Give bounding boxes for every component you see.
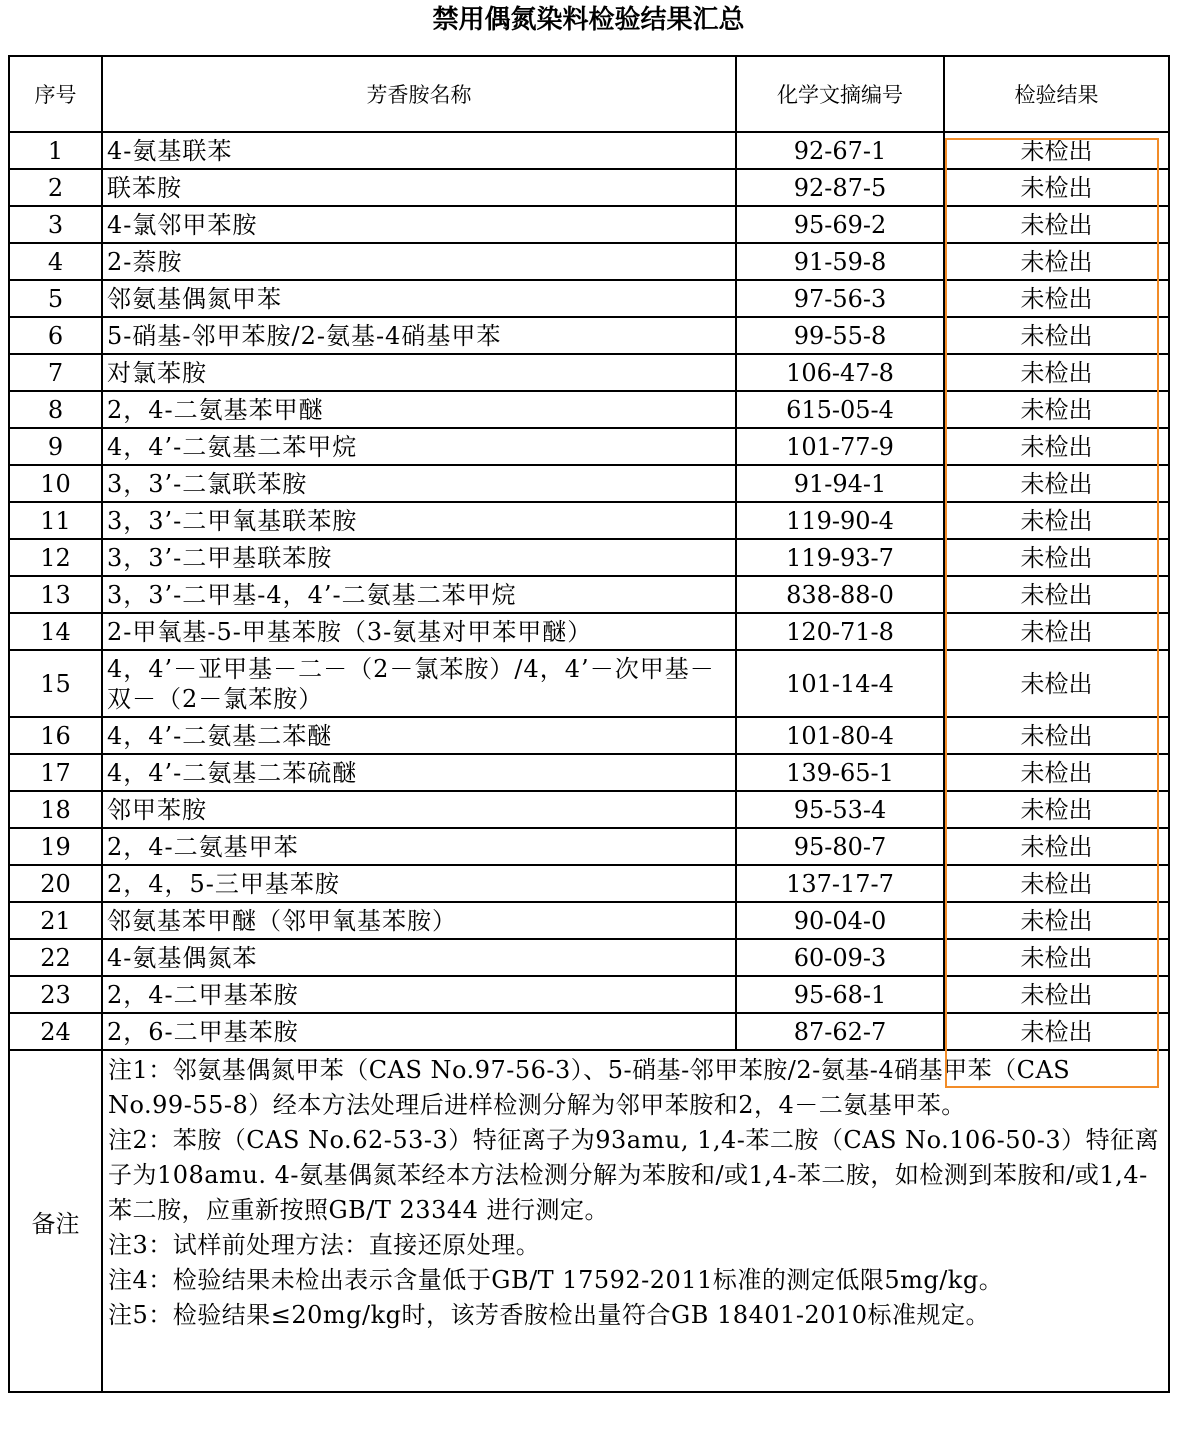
amine-name: 联苯胺	[102, 169, 736, 206]
table-row	[9, 391, 1169, 428]
amine-name: 3，3’-二甲氧基联苯胺	[102, 502, 736, 539]
table-row	[9, 902, 1169, 939]
amine-name: 3，3’-二氯联苯胺	[102, 465, 736, 502]
amine-name: 5-硝基-邻甲苯胺/2-氨基-4硝基甲苯	[102, 317, 736, 354]
table-row	[9, 243, 1169, 280]
row-number: 8	[9, 391, 102, 428]
table-row	[9, 650, 1169, 717]
header-result: 检验结果	[944, 56, 1169, 132]
header-no: 序号	[9, 56, 102, 132]
row-number: 2	[9, 169, 102, 206]
table-row	[9, 539, 1169, 576]
cas-number: 95-69-2	[736, 206, 944, 243]
cas-number: 101-80-4	[736, 717, 944, 754]
note-line: 注5：检验结果≤20mg/kg时，该芳香胺检出量符合GB 18401-2010标准规定。	[108, 1301, 991, 1329]
test-result: 未检出	[944, 791, 1169, 828]
row-number: 12	[9, 539, 102, 576]
amine-name: 3，3’-二甲基-4，4’-二氨基二苯甲烷	[102, 576, 736, 613]
test-result: 未检出	[944, 169, 1169, 206]
amine-name: 2，6-二甲基苯胺	[102, 1013, 736, 1050]
test-result: 未检出	[944, 717, 1169, 754]
table-row	[9, 576, 1169, 613]
header-name: 芳香胺名称	[102, 56, 736, 132]
test-result: 未检出	[944, 865, 1169, 902]
row-number: 6	[9, 317, 102, 354]
row-number: 15	[9, 650, 102, 717]
cas-number: 92-87-5	[736, 169, 944, 206]
cas-number: 120-71-8	[736, 613, 944, 650]
cas-number: 60-09-3	[736, 939, 944, 976]
cas-number: 139-65-1	[736, 754, 944, 791]
cas-number: 615-05-4	[736, 391, 944, 428]
amine-name: 4-氨基偶氮苯	[102, 939, 736, 976]
amine-name: 4，4’-二氨基二苯硫醚	[102, 754, 736, 791]
note-line: 注1：邻氨基偶氮甲苯（CAS No.97-56-3）、5-硝基-邻甲苯胺/2-氨基-4硝基甲苯（CAS No.99-55-8）经本方法处理后进样检测分解为邻甲苯胺和2，4－二氨基甲苯。	[108, 1056, 1071, 1119]
results-table	[8, 55, 1170, 1393]
notes-label: 备注	[9, 1050, 102, 1392]
cas-number: 95-53-4	[736, 791, 944, 828]
row-number: 13	[9, 576, 102, 613]
cas-number: 99-55-8	[736, 317, 944, 354]
test-result: 未检出	[944, 428, 1169, 465]
amine-name: 邻甲苯胺	[102, 791, 736, 828]
row-number: 11	[9, 502, 102, 539]
note-line: 注3：试样前处理方法：直接还原处理。	[108, 1231, 541, 1259]
table-row	[9, 1013, 1169, 1050]
note-line: 注4：检验结果未检出表示含量低于GB/T 17592-2011标准的测定低限5mg/kg。	[108, 1266, 1004, 1294]
test-result: 未检出	[944, 243, 1169, 280]
table-row	[9, 206, 1169, 243]
row-number: 17	[9, 754, 102, 791]
table-row	[9, 169, 1169, 206]
row-number: 24	[9, 1013, 102, 1050]
cas-number: 101-77-9	[736, 428, 944, 465]
amine-name: 4，4’-二氨基二苯醚	[102, 717, 736, 754]
test-result: 未检出	[944, 939, 1169, 976]
test-result: 未检出	[944, 1013, 1169, 1050]
row-number: 22	[9, 939, 102, 976]
table-row	[9, 354, 1169, 391]
cas-number: 95-68-1	[736, 976, 944, 1013]
cas-number: 137-17-7	[736, 865, 944, 902]
table-row	[9, 502, 1169, 539]
header-cas: 化学文摘编号	[736, 56, 944, 132]
amine-name: 2，4-二氨基甲苯	[102, 828, 736, 865]
test-result: 未检出	[944, 354, 1169, 391]
row-number: 9	[9, 428, 102, 465]
test-result: 未检出	[944, 650, 1169, 717]
cas-number: 91-94-1	[736, 465, 944, 502]
test-result: 未检出	[944, 576, 1169, 613]
test-result: 未检出	[944, 502, 1169, 539]
row-number: 23	[9, 976, 102, 1013]
test-result: 未检出	[944, 902, 1169, 939]
cas-number: 92-67-1	[736, 132, 944, 169]
cas-number: 119-93-7	[736, 539, 944, 576]
row-number: 19	[9, 828, 102, 865]
table-row	[9, 132, 1169, 169]
page-title: 禁用偶氮染料检验结果汇总	[432, 5, 745, 35]
cas-number: 90-04-0	[736, 902, 944, 939]
test-result: 未检出	[944, 976, 1169, 1013]
cas-number: 95-80-7	[736, 828, 944, 865]
cas-number: 106-47-8	[736, 354, 944, 391]
cas-number: 101-14-4	[736, 650, 944, 717]
amine-name: 2，4，5-三甲基苯胺	[102, 865, 736, 902]
test-result: 未检出	[944, 828, 1169, 865]
table-row	[9, 828, 1169, 865]
amine-name: 2-甲氧基-5-甲基苯胺（3-氨基对甲苯甲醚）	[102, 613, 736, 650]
note-line: 注2：苯胺（CAS No.62-53-3）特征离子为93amu, 1,4-苯二胺（CAS No.106-50-3）特征离子为108amu. 4-氨基偶氮苯经本方法检测分解为苯胺和/或1,4-苯二胺，如检测到苯胺和/或1,4-苯二胺，应重新按照GB/T 23344 进行测定。	[108, 1126, 1160, 1224]
table-header-row	[9, 56, 1169, 132]
table-row	[9, 613, 1169, 650]
row-number: 18	[9, 791, 102, 828]
cas-number: 97-56-3	[736, 280, 944, 317]
test-result: 未检出	[944, 206, 1169, 243]
cas-number: 91-59-8	[736, 243, 944, 280]
amine-name: 2，4-二甲基苯胺	[102, 976, 736, 1013]
row-number: 20	[9, 865, 102, 902]
row-number: 7	[9, 354, 102, 391]
notes-row	[9, 1050, 1169, 1392]
amine-name: 4，4’-二氨基二苯甲烷	[102, 428, 736, 465]
test-result: 未检出	[944, 317, 1169, 354]
amine-name: 4-氨基联苯	[102, 132, 736, 169]
test-result: 未检出	[944, 132, 1169, 169]
row-number: 5	[9, 280, 102, 317]
test-result: 未检出	[944, 539, 1169, 576]
amine-name: 4，4’－亚甲基－二－（2－氯苯胺）/4，4’－次甲基－双－（2－氯苯胺）	[102, 650, 736, 717]
table-row	[9, 428, 1169, 465]
cas-number: 838-88-0	[736, 576, 944, 613]
notes-body	[102, 1050, 1169, 1392]
table-row	[9, 717, 1169, 754]
test-result: 未检出	[944, 613, 1169, 650]
table-row	[9, 465, 1169, 502]
amine-name: 3，3’-二甲基联苯胺	[102, 539, 736, 576]
row-number: 1	[9, 132, 102, 169]
table-row	[9, 791, 1169, 828]
row-number: 14	[9, 613, 102, 650]
table-row	[9, 939, 1169, 976]
amine-name: 2-萘胺	[102, 243, 736, 280]
row-number: 21	[9, 902, 102, 939]
table-row	[9, 976, 1169, 1013]
cas-number: 119-90-4	[736, 502, 944, 539]
table-row	[9, 754, 1169, 791]
test-result: 未检出	[944, 280, 1169, 317]
test-result: 未检出	[944, 391, 1169, 428]
row-number: 4	[9, 243, 102, 280]
amine-name: 邻氨基偶氮甲苯	[102, 280, 736, 317]
test-result: 未检出	[944, 754, 1169, 791]
amine-name: 邻氨基苯甲醚（邻甲氧基苯胺）	[102, 902, 736, 939]
table-row	[9, 865, 1169, 902]
row-number: 16	[9, 717, 102, 754]
table-row	[9, 280, 1169, 317]
row-number: 3	[9, 206, 102, 243]
amine-name: 2，4-二氨基苯甲醚	[102, 391, 736, 428]
table-row	[9, 317, 1169, 354]
amine-name: 对氯苯胺	[102, 354, 736, 391]
amine-name: 4-氯邻甲苯胺	[102, 206, 736, 243]
test-result: 未检出	[944, 465, 1169, 502]
cas-number: 87-62-7	[736, 1013, 944, 1050]
row-number: 10	[9, 465, 102, 502]
